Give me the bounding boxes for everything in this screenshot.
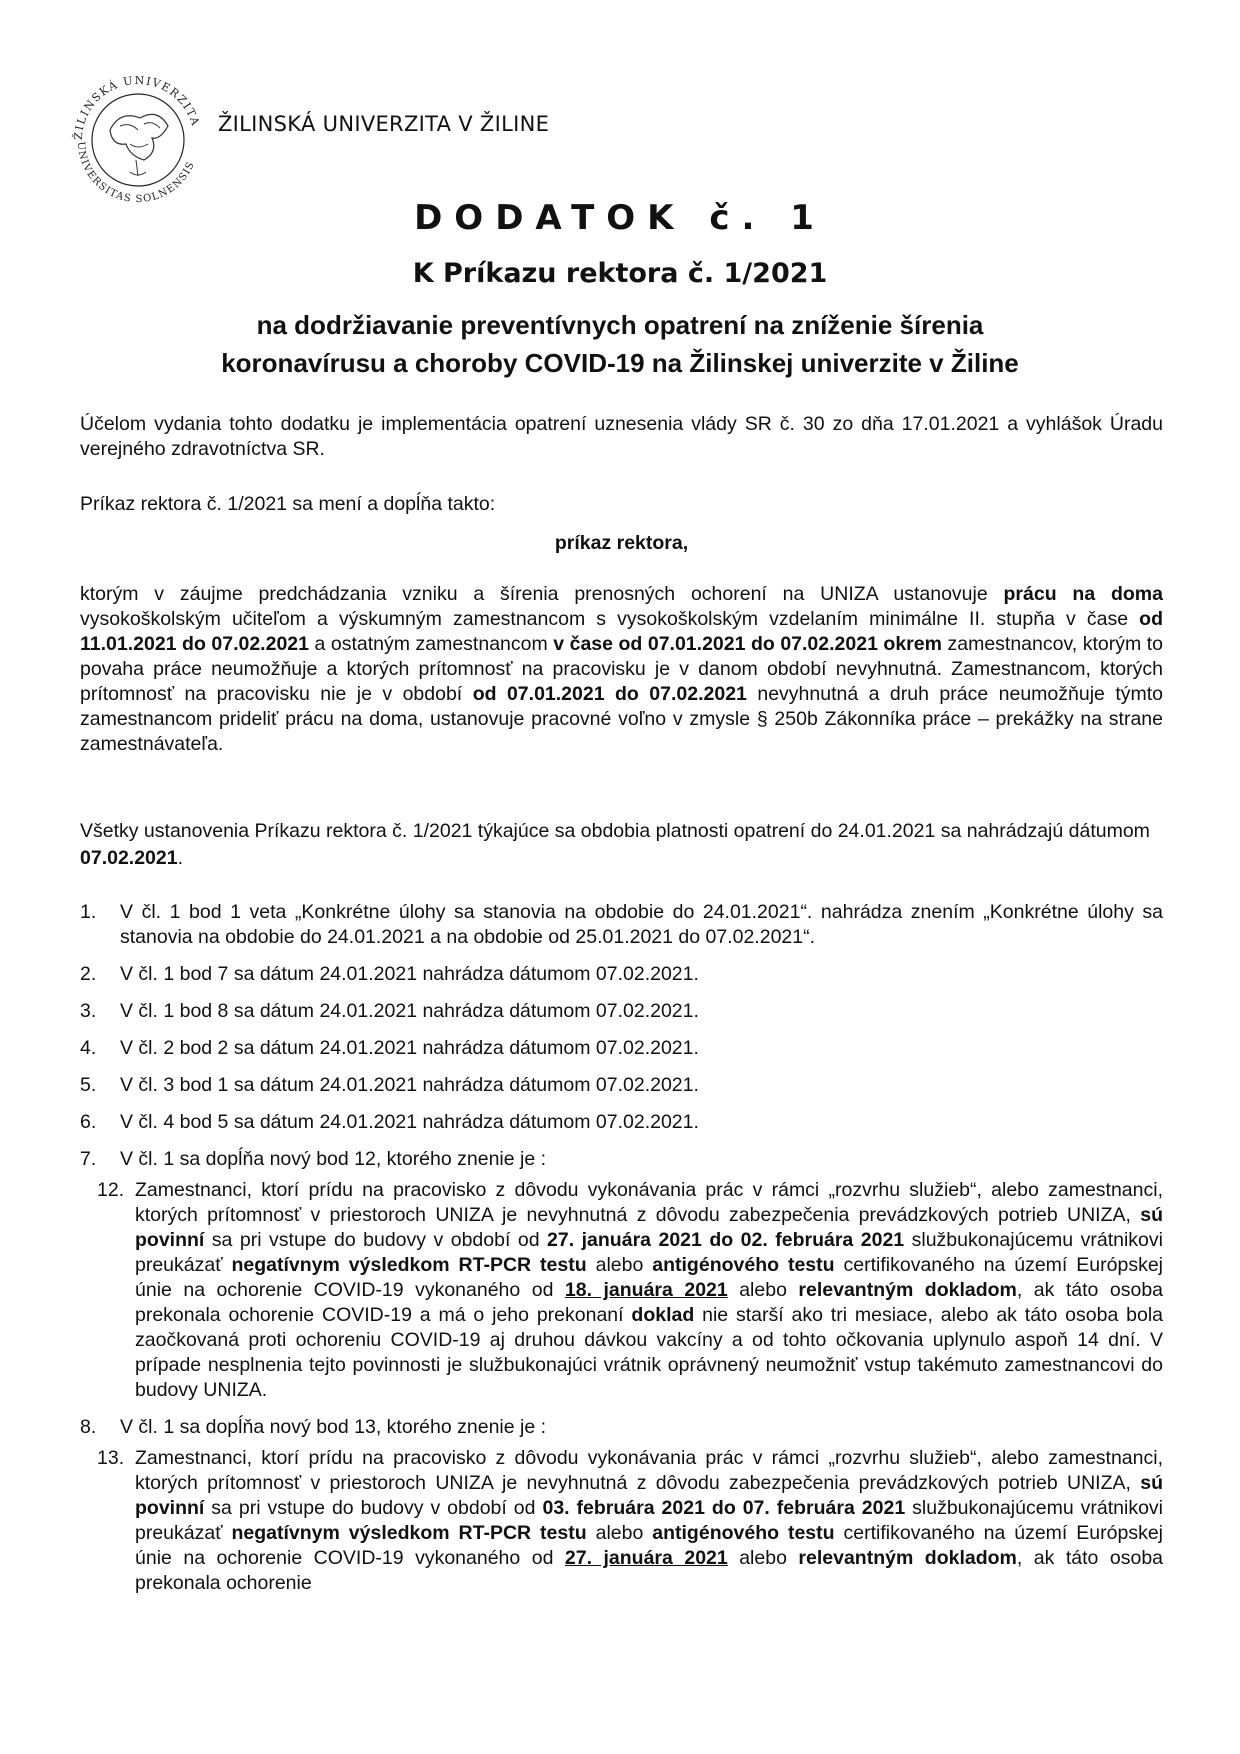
university-seal-logo: [60, 60, 215, 215]
svg-text:ŽILINSKÁ UNIVERZITA: ŽILINSKÁ UNIVERZITA: [71, 73, 203, 141]
list-item: 6. V čl. 4 bod 5 sa dátum 24.01.2021 nahrádza dátumom 07.02.2021.: [80, 1111, 699, 1133]
list-item: 5. V čl. 3 bod 1 sa dátum 24.01.2021 nahrádza dátumom 07.02.2021.: [80, 1074, 699, 1096]
list-item: 7. V čl. 1 sa dopĺňa nový bod 12, ktorého znenie je :: [80, 1148, 547, 1170]
heading-line-1: na dodržiavanie preventívnych opatrení na zníženie šírenia: [256, 310, 984, 340]
university-name: ŽILINSKÁ UNIVERZITA V ŽILINE: [218, 112, 550, 136]
amendment-list: [80, 900, 1163, 1608]
list-item: 8. V čl. 1 sa dopĺňa nový bod 13, ktorého znenie je :: [80, 1416, 547, 1438]
intro-paragraph: Účelom vydania tohto dodatku je implementácia opatrení uznesenia vlády SR č. 30 zo dňa 17.01.2021 a vyhlášok Úradu verejného zdravotníctva SR.: [80, 413, 1163, 460]
amendment-paragraph: Príkaz rektora č. 1/2021 sa mení a dopĺňa takto:: [80, 493, 496, 515]
document-title: DODATOK č. 1: [414, 198, 826, 238]
list-item: 1. V čl. 1 bod 1 veta „Konkrétne úlohy sa stanovia na obdobie do 24.01.2021“. nahrádza znením „Konkrétne úlohy sa stanovia na obdobie do 24.01.2021 a na obdobie od 25.01.2021 do 07.02.2021“.: [80, 901, 1163, 948]
svg-text:UNIVERSITAS SOLNENSIS: UNIVERSITAS SOLNENSIS: [74, 141, 198, 206]
document-heading: [0, 306, 1240, 382]
dates-paragraph: Všetky ustanovenia Príkazu rektora č. 1/2021 týkajúce sa obdobia platnosti opatrení do 24.01.2021 sa nahrádzajú dátumom 07.02.2021.: [80, 820, 1150, 869]
sub-item-13: 13. Zamestnanci, ktorí prídu na pracovisko z dôvodu vykonávania prác v rámci „rozvrhu služieb“, alebo zamestnanci, ktorých prítomnosť v priestoroch UNIZA je nevyhnutná z dôvodu zabezpečenia prevádzkových potrieb UNIZA, sú povinní sa pri vstupe do budovy v období od 03. februára 2021 do 07. februára 2021 službukonajúcemu vrátnikovi preukázať negatívnym výsledkom RT-PCR testu alebo antigénového testu certifikovaného na území Európskej únie na ochorenie COVID-19 vykonaného od 27. januára 2021 alebo relevantným dokladom, ak táto osoba prekonala ochorenie: [97, 1447, 1164, 1594]
list-item: 4. V čl. 2 bod 2 sa dátum 24.01.2021 nahrádza dátumom 07.02.2021.: [80, 1037, 699, 1059]
order-paragraph: ktorým v záujme predchádzania vzniku a šírenia prenosných ochorení na UNIZA ustanovuje prácu na doma vysokoškolským učiteľom a výskumným zamestnancom s vysokoškolským vzdelaním minimálne II. stupňa v čase od 11.01.2021 do 07.02.2021 a ostatným zamestnancom v čase od 07.01.2021 do 07.02.2021 okrem zamestnancov, ktorým to povaha práce neumožňuje a ktorých prítomnosť na pracovisku je v danom období nevyhnutná. Zamestnancom, ktorých prítomnosť na pracovisku nie je v období od 07.01.2021 do 07.02.2021 nevyhnutná a druh práce neumožňuje týmto zamestnancom prideliť prácu na doma, ustanovuje pracovné voľno v zmysle § 250b Zákonníka práce – prekážky na strane zamestnávateľa.: [80, 583, 1164, 755]
list-item: 2. V čl. 1 bod 7 sa dátum 24.01.2021 nahrádza dátumom 07.02.2021.: [80, 963, 699, 985]
heading-line-2: koronavírusu a choroby COVID-19 na Žilinskej univerzite v Žiline: [221, 348, 1019, 378]
list-item: 3. V čl. 1 bod 8 sa dátum 24.01.2021 nahrádza dátumom 07.02.2021.: [80, 1000, 699, 1022]
rector-order-heading: príkaz rektora,: [554, 532, 689, 554]
document-subtitle: K Príkazu rektora č. 1/2021: [412, 258, 828, 289]
sub-item-12: 12. Zamestnanci, ktorí prídu na pracovisko z dôvodu vykonávania prác v rámci „rozvrhu služieb“, alebo zamestnanci, ktorých prítomnosť v priestoroch UNIZA je nevyhnutná z dôvodu zabezpečenia prevádzkových potrieb UNIZA, sú povinní sa pri vstupe do budovy v období od 27. januára 2021 do 02. februára 2021 službukonajúcemu vrátnikovi preukázať negatívnym výsledkom RT-PCR testu alebo antigénového testu certifikovaného na území Európskej únie na ochorenie COVID-19 vykonaného od 18. januára 2021 alebo relevantným dokladom, ak táto osoba prekonala ochorenie COVID-19 a má o jeho prekonaní doklad nie starší ako tri mesiace, alebo ak táto osoba bola zaočkovaná proti ochoreniu COVID-19 aj druhou dávkou vakcíny a od tohto očkovania uplynulo aspoň 14 dní. V prípade nesplnenia tejto povinnosti je službukonajúci vrátnik oprávnený neumožniť vstup takémuto zamestnancovi do budovy UNIZA.: [97, 1179, 1164, 1401]
